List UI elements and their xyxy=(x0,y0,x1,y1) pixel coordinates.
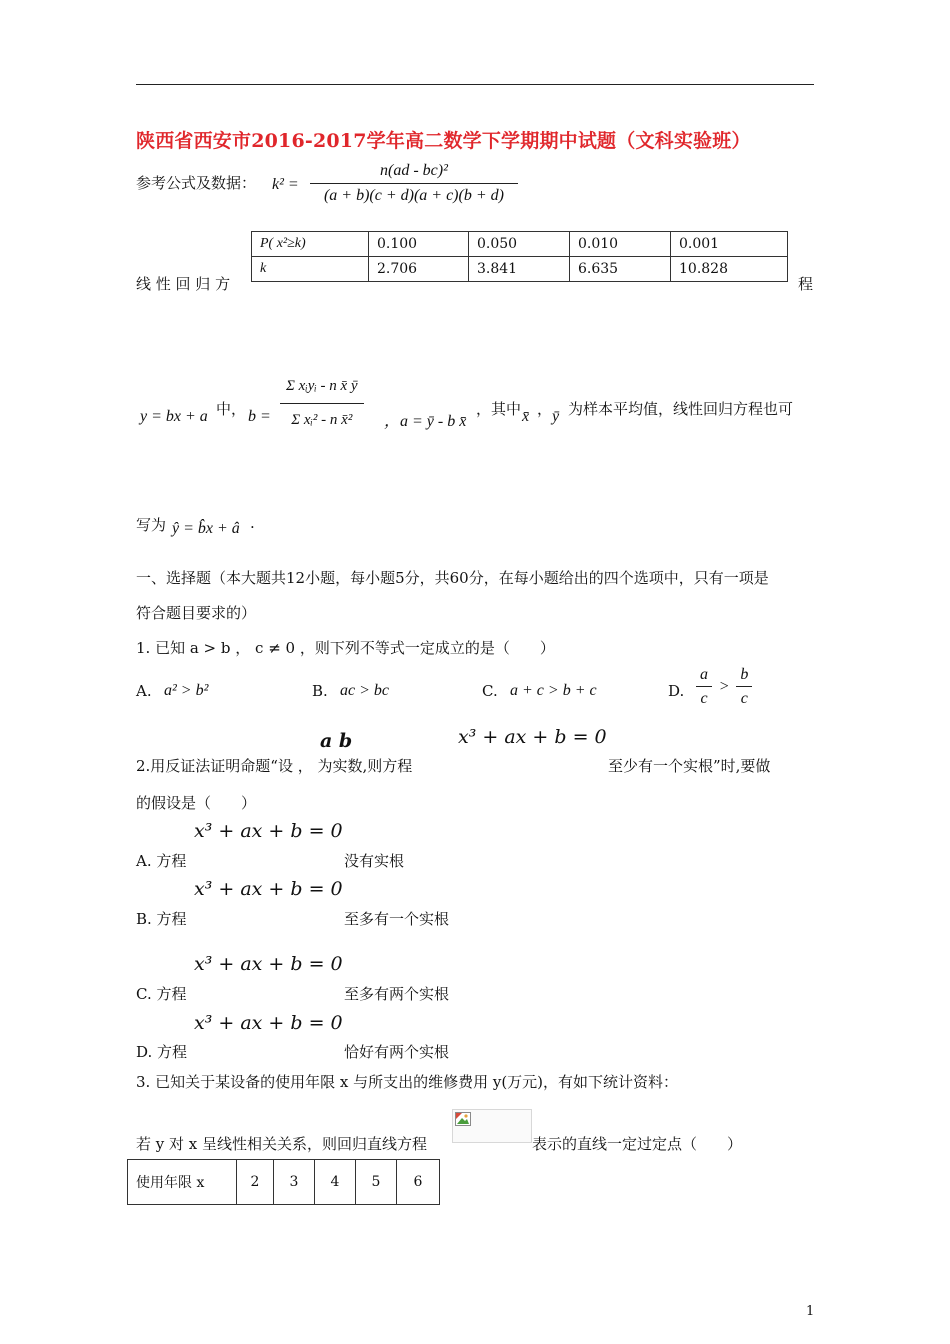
k-value-table xyxy=(251,231,788,282)
q1-option-b-label: B. xyxy=(312,682,328,700)
page-title: 陕西省西安市2016-2017学年高二数学下学期期中试题（文科实验班） xyxy=(136,130,751,152)
q2-option-c-label: C. 方程 xyxy=(136,985,187,1003)
table-cell: 6 xyxy=(397,1160,440,1205)
regression-ybar: ȳ xyxy=(552,408,560,425)
q1-option-a-label: A. xyxy=(136,682,152,700)
table-row xyxy=(128,1160,440,1205)
q2-equation-c: x³ + ax + b = 0 xyxy=(194,953,343,975)
q3-stem: 3. 已知关于某设备的使用年限 x 与所支出的维修费用 y(万元)，有如下统计资料： xyxy=(136,1073,679,1091)
q1-option-d-c2: c xyxy=(740,690,748,707)
image-icon xyxy=(455,1112,471,1126)
usage-table xyxy=(127,1159,440,1205)
regression-a-eq: ，a = ȳ - b x̄ xyxy=(384,413,467,430)
q2-option-b-label: B. 方程 xyxy=(136,910,187,928)
q3-line2-a: 若 y 对 x 呈线性相关关系，则回归直线方程 xyxy=(136,1135,428,1153)
table-cell: k xyxy=(252,257,369,282)
q3-line2-b: 表示的直线一定过定点（ ） xyxy=(532,1135,743,1153)
q1-option-c-label: C. xyxy=(482,682,498,700)
q2-stem-2: 的假设是（ ） xyxy=(136,794,257,812)
q1-option-b: ac > bc xyxy=(340,682,389,699)
q2-option-a-tail: 没有实根 xyxy=(344,852,405,870)
q2-option-d-label: D. 方程 xyxy=(136,1043,188,1061)
q2-option-d-tail: 恰好有两个实根 xyxy=(344,1043,450,1061)
write-as-formula: ŷ = b̂x + â xyxy=(172,520,240,537)
regression-b-denominator: Σ xᵢ² - n x̄² xyxy=(291,412,353,428)
table-cell: 2.706 xyxy=(369,257,469,282)
q2-option-b-tail: 至多有一个实根 xyxy=(344,910,450,928)
regression-tail: 为样本平均值，线性回归方程也可 xyxy=(568,400,794,418)
q1-option-a: a² > b² xyxy=(164,682,209,699)
table-cell: 2 xyxy=(237,1160,274,1205)
section-heading-line2: 符合题目要求的） xyxy=(136,604,257,622)
table-cell: 0.010 xyxy=(570,232,671,257)
q2-stem-b: 至少有一个实根”时,要做 xyxy=(608,757,771,775)
q2-option-c-tail: 至多有两个实根 xyxy=(344,985,450,1003)
q2-stem-a: 2.用反证法证明命题“设 ， 为实数,则方程 xyxy=(136,757,413,775)
table-cell: 3 xyxy=(274,1160,315,1205)
k2-denominator: (a + b)(c + d)(a + c)(b + d) xyxy=(323,187,504,204)
table-cell: 3.841 xyxy=(469,257,570,282)
regression-b-numerator: Σ xᵢyᵢ - n x̄ ȳ xyxy=(280,372,364,404)
q2-equation-d: x³ + ax + b = 0 xyxy=(194,1012,343,1034)
table-cell: 0.050 xyxy=(469,232,570,257)
q2-equation-b: x³ + ax + b = 0 xyxy=(194,878,343,900)
q1-option-d-label: D. xyxy=(668,682,685,700)
regression-label-left: 线 性 回 归 方 xyxy=(136,275,231,293)
table-cell: 10.828 xyxy=(671,257,788,282)
q1-option-c: a + c > b + c xyxy=(510,682,597,699)
q2-option-a-label: A. 方程 xyxy=(136,852,187,870)
regression-xbar: x̄ xyxy=(522,408,530,425)
ref-label: 参考公式及数据： xyxy=(136,174,257,192)
q1-option-d-c1: c xyxy=(700,690,708,707)
page-number: 1 xyxy=(806,1304,815,1319)
regression-b-fraction xyxy=(280,372,364,429)
regression-qizhong: ，其中 xyxy=(476,400,522,418)
table-cell: 4 xyxy=(315,1160,356,1205)
k2-lhs: k² = xyxy=(272,176,299,193)
table-cell: 5 xyxy=(356,1160,397,1205)
regression-y-eq: y = bx + a xyxy=(140,408,208,425)
regression-b-eq: b = xyxy=(248,408,271,425)
section-heading-line1: 一、选择题（本大题共12小题，每小题5分，共60分，在每小题给出的四个选项中，只有一项是 xyxy=(136,569,769,587)
q1-option-d xyxy=(696,666,752,708)
regression-sep: ， xyxy=(537,400,553,418)
broken-image-icon xyxy=(452,1109,532,1143)
regression-label-right: 程 xyxy=(798,275,814,293)
regression-zhong: 中， xyxy=(216,400,247,418)
k2-numerator: n(ad - bc)² xyxy=(310,162,518,184)
q2-equation-top: x³ + ax + b = 0 xyxy=(458,726,607,748)
table-header-cell: 使用年限 x xyxy=(128,1160,237,1205)
table-cell: P( x²≥k) xyxy=(252,232,369,257)
q1-option-d-gt: > xyxy=(718,678,730,695)
table-cell: 0.100 xyxy=(369,232,469,257)
q1-option-d-b: b xyxy=(736,666,752,687)
q2-equation-a: x³ + ax + b = 0 xyxy=(194,820,343,842)
q1-option-d-a: a xyxy=(696,666,712,687)
k2-fraction xyxy=(310,162,518,205)
write-as-label: 写为 xyxy=(136,516,167,534)
write-as-end: . xyxy=(250,514,255,532)
header-rule xyxy=(136,84,814,85)
table-cell: 0.001 xyxy=(671,232,788,257)
table-row xyxy=(252,232,788,257)
q1-stem: 1. 已知 a > b ， c ≠ 0 ，则下列不等式一定成立的是（ ） xyxy=(136,639,555,657)
table-cell: 6.635 xyxy=(570,257,671,282)
table-row xyxy=(252,257,788,282)
q2-ab: a b xyxy=(320,730,353,752)
